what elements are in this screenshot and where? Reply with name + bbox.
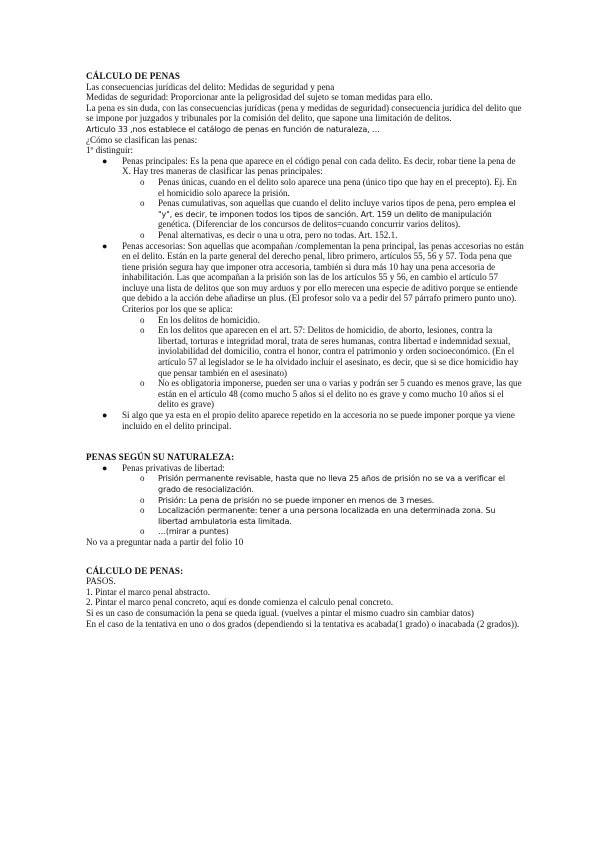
sub-list-item: [122, 198, 524, 230]
document-page: [86, 71, 524, 629]
sub-bullet-icon: o: [140, 526, 145, 537]
bullet-icon: ●: [102, 410, 108, 420]
paragraph: Las consecuencias jurídicas del delito: Medidas de seguridad y pena: [86, 81, 335, 92]
paragraph: 1. Pintar el marco penal abstracto.: [86, 586, 210, 597]
sub-item-text: Penal alternativas, es decir o una u otra, pero no todas. Art. 152.1.: [158, 229, 398, 240]
paragraph: En el caso de la tentativa en uno o dos grados (dependiendo si la tentativa es acabada(1 grado) o inacabada (2 grados)).: [86, 618, 520, 629]
sub-bullet-icon: o: [140, 229, 145, 240]
sub-item-text: En los delitos de homicidio.: [158, 314, 260, 325]
sub-list-item: [122, 315, 524, 326]
spacer: [86, 548, 524, 566]
article-33-line: Articulo 33 ,nos establece el catálogo de penas en función de naturaleza, …: [86, 123, 380, 134]
sub-bullet-icon: o: [140, 378, 145, 389]
paragraph: 2. Pintar el marco penal concreto, aquí es donde comienza el calculo penal concreto.: [86, 597, 394, 608]
sub-item-text: Penas únicas, cuando en el delito solo aparece una pena (único tipo que hay en el precepto). Ej. En el homicidio solo aparece la prisión.: [158, 176, 517, 198]
sub-item-text: Prisión: La pena de prisión no se puede imponer en menos de 3 meses.: [158, 494, 435, 505]
sub-list: [122, 315, 524, 410]
paragraph: Si es un caso de consumación la pena se queda igual. (vuelves a pintar el mismo cuadro sin cambiar datos): [86, 607, 474, 618]
sub-list-item: [122, 325, 524, 378]
section-title-calculo: CÁLCULO DE PENAS: [86, 71, 181, 81]
sub-item-text: Penas cumulativas, son aquellas que cuando el delito incluye varios tipos de pena, pero: [158, 198, 478, 209]
sub-list-item: [122, 378, 524, 410]
sub-item-text: En los delitos que aparecen en el art. 57: Delitos de homicidio, de aborto, lesiones, contra la libertad, torturas e integridad moral, trata de seres humanas, contra libertad e indemnidad sexual, inviolabilidad del domicilio, contra el honor, contra el patrimonio y orden socioeconómico. (En el artículo 57 al legislador se le ha olvidado incluir el asesinato, es decir, que si se dice homicidio hay que pensar también en el asesinato): [158, 325, 519, 378]
sub-item-text-alt-font: emplea el "y", es decir, te imponen todos los tipos de sanción. Art. 159 un delito de: [158, 198, 516, 219]
list-item-text: Penas accesorias: Son aquellas que acompañan /complementan la pena principal, las penas accesorias no están en el delito. Están en la parte general del derecho penal, libro primero, artículos 55, 56 y 57. Toda pena que tiene prisión segura hay que imponer otra accesoria, también si dura más 10 hay una pena accesoria de inhabilitación. Las que acompañan a la prisión son las de los artículos 55 y 56, en cambio el artículo 57 incluye una lista de delitos que son muy arduos y por ello merecen una especie de aditivo porque se entiende que debido a la acción debe añadirse un plus. (El profesor solo va a pedir del 57 párrafo primero punto uno). Criterios por los que se aplica:: [122, 240, 524, 315]
folio-note: No va a preguntar nada a partir del folio 10: [86, 536, 244, 547]
list-item-text: Penas principales: Es la pena que aparece en el código penal con cada delito. Es decir, robar tiene la pena de X. Hay tres maneras de clasificar las penas principales:: [122, 155, 516, 177]
section-title-naturaleza: PENAS SEGÚN SU NATURALEZA:: [86, 452, 235, 463]
list-item: [86, 410, 524, 431]
sub-bullet-icon: o: [140, 505, 145, 516]
sub-item-text: manipulación genética. (Diferenciar de los concursos de delitos=cuando concurrir varios delitos).: [158, 208, 492, 230]
paragraph: Medidas de seguridad: Proporcionar ante la peligrosidad del sujeto se toman medidas para ello.: [86, 92, 433, 103]
sub-item-text: No es obligatoria imponerse, pueden ser una o varias y podrán ser 5 cuando es menos grave, las que están en el artículo 48 (como mucho 5 años si el delito no es grave y como mucho 10 años si el delito es grave): [158, 378, 522, 410]
sub-bullet-icon: o: [140, 314, 145, 325]
sub-item-text: …(mirar a puntes): [158, 526, 229, 537]
bullet-icon: ●: [102, 155, 108, 166]
question-line: ¿Cómo se clasifican las penas:: [86, 134, 198, 145]
sub-list-item: [122, 230, 524, 241]
sub-list-item: [122, 526, 524, 537]
sub-bullet-icon: o: [140, 325, 145, 336]
bullet-icon: ●: [102, 240, 108, 251]
bullet-icon: ●: [102, 462, 108, 473]
sub-list-item: [122, 473, 524, 494]
paragraph: La pena es sin duda, con las consecuencias jurídicas (pena y medidas de seguridad) consecuencia jurídica del delito que se impone por juzgados y tribunales por la comisión del delito, que sapone una limitación de delitos.: [86, 102, 522, 124]
list-item-text: Penas privativas de libertad:: [122, 462, 225, 473]
list-item-text: Si algo que ya esta en el propio delito aparece repetido en la accesoria no se puede imponer porque ya viene incluido en el delito principal.: [122, 410, 515, 431]
naturaleza-list: [86, 463, 524, 537]
distinguish-line: 1º distinguir:: [86, 145, 134, 156]
sub-bullet-icon: o: [140, 473, 145, 484]
classification-list: [86, 156, 524, 431]
sub-list: [122, 177, 524, 241]
sub-bullet-icon: o: [140, 176, 145, 187]
section-title-calculo-2: CÁLCULO DE PENAS:: [86, 565, 184, 576]
sub-item-text: Prisión permanente revisable, hasta que no lleva 25 años de prisión no se va a verificar el grado de resocialización.: [158, 473, 505, 494]
sub-list-item: [122, 177, 524, 198]
sub-item-text: Localización permanente: tener a una persona localizada en una determinada zona. Su libertad ambulatoria esta limitada.: [158, 505, 496, 526]
sub-bullet-icon: o: [140, 494, 145, 505]
spacer: [86, 431, 524, 452]
sub-list-item: [122, 505, 524, 526]
sub-list-item: [122, 495, 524, 506]
paragraph: PASOS.: [86, 576, 116, 587]
sub-list: [122, 473, 524, 537]
list-item: [86, 241, 524, 411]
sub-bullet-icon: o: [140, 198, 145, 209]
list-item: [86, 463, 524, 537]
list-item: [86, 156, 524, 241]
